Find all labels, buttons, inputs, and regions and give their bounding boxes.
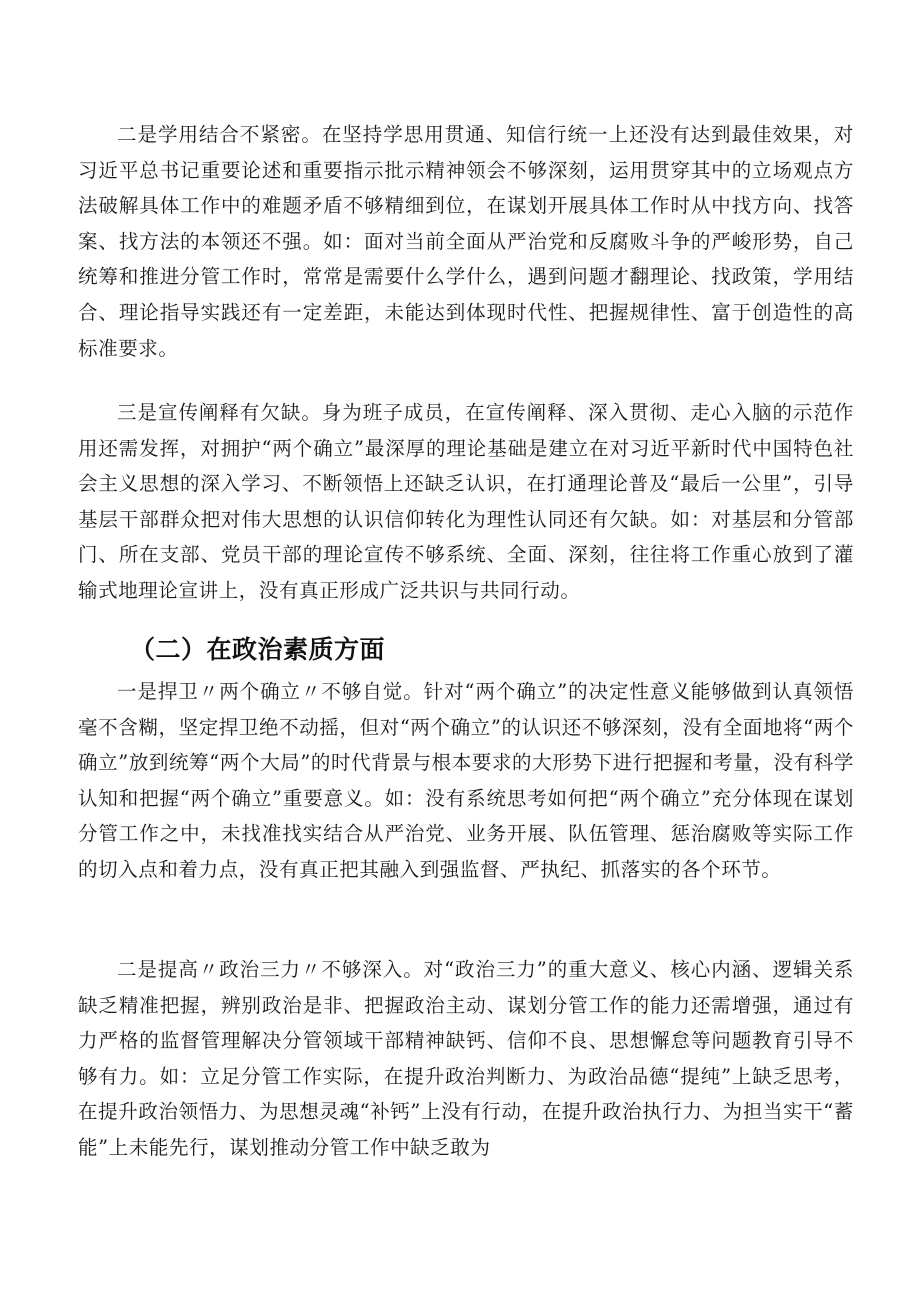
paragraph-two-establishments: 一是捍卫〃两个确立〃不够自觉。针对“两个确立”的决定性意义能够做到认真领悟毫不含糊，坚定捍卫绝不动摇，但对“两个确立”的认识还不够深刻，没有全面地将“两个确立”放到统筹“两个大局”的时代背景与根本要求的大形势下进行把握和考量，没有科学认知和把握“两个确立”重要意义。如：没有系统思考如何把“两个确立”充分体现在谋划分管工作之中，未找准找实结合从严治党、业务开展、队伍管理、惩治腐败等实际工作的切入点和着力点，没有真正把其融入到强监督、严执纪、抓落实的各个环节。 [78,680,854,881]
section-heading: （二）在政治素质方面 [130,635,386,664]
paragraph-study-application: 二是学用结合不紧密。在坚持学思用贯通、知信行统一上还没有达到最佳效果，对习近平总书记重要论述和重要指示批示精神领会不够深刻，运用贯穿其中的立场观点方法破解具体工作中的难题矛盾不够精细到位，在谋划开展具体工作时从中找方向、找答案、找方法的本领还不强。如：面对当前全面从严治党和反腐败斗争的严峻形势，自己统筹和推进分管工作时，常常是需要什么学什么，遇到问题才翻理论、找政策，学用结合、理论指导实践还有一定差距，未能达到体现时代性、把握规律性、富于创造性的高标准要求。 [78,123,854,360]
paragraph-publicity: 三是宣传阐释有欠缺。身为班子成员，在宣传阐释、深入贯彻、走心入脑的示范作用还需发挥，对拥护“两个确立”最深厚的理论基础是建立在对习近平新时代中国特色社会主义思想的深入学习、不断领悟上还缺乏认识，在打通理论普及“最后一公里”，引导基层干部群众把对伟大思想的认识信仰转化为理性认同还有欠缺。如：对基层和分管部门、所在支部、党员干部的理论宣传不够系统、全面、深刻，往往将工作重心放到了灌输式地理论宣讲上，没有真正形成广泛共识与共同行动。 [78,401,854,602]
paragraph-political-abilities: 二是提高〃政治三力〃不够深入。对“政治三力”的重大意义、核心内涵、逻辑关系缺乏精准把握，辨别政治是非、把握政治主动、谋划分管工作的能力还需增强，通过有力严格的监督管理解决分管领域干部精神缺钙、信仰不良、思想懈怠等问题教育引导不够有力。如：立足分管工作实际，在提升政治判断力、为政治品德“提纯”上缺乏思考，在提升政治领悟力、为思想灵魂“补钙”上没有行动，在提升政治执行力、为担当实干“蓄能”上未能先行，谋划推动分管工作中缺乏敢为 [78,958,854,1159]
